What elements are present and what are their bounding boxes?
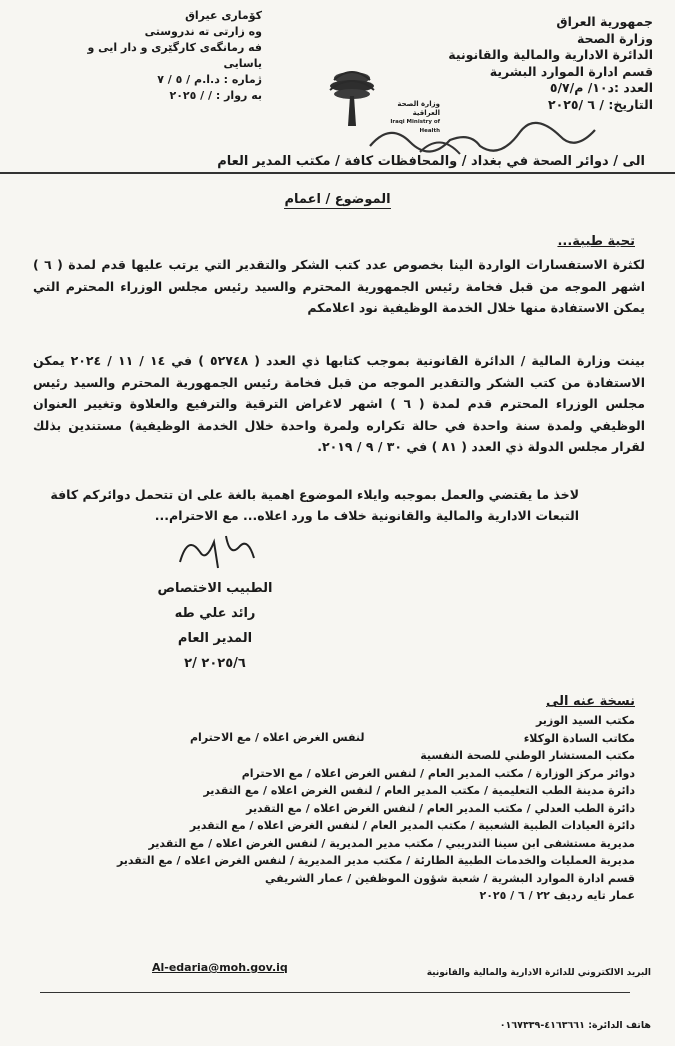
signatory-position: المدير العام <box>177 631 253 646</box>
footer-divider <box>40 992 630 993</box>
subject-line <box>0 192 675 207</box>
document-date-kurdish: به روار : / / ٢٠٢٥ <box>169 89 262 102</box>
footer-email[interactable]: Al-edaria@moh.gov.iq <box>152 961 288 974</box>
header-left <box>72 8 262 104</box>
signature-icon <box>170 528 260 574</box>
signatory-title: الطبيب الاختصاص <box>157 581 273 596</box>
list-item: قسم ادارة الموارد البشرية / شعبة شؤون الموظفين / عمار الشريفي <box>265 871 635 885</box>
list-item: مديرية العمليات والخدمات الطبية الطارئة / مكتب مدير المديرية / لنفس الغرض اعلاه / مع التقدير <box>116 854 635 867</box>
logo-title: وزارة الصحة العراقية <box>397 100 440 117</box>
list-item: دائرة العيادات الطبية الشعبية / مكتب المدير العام / لنفس الغرض اعلاه / مع التقدير <box>189 819 635 832</box>
department-name-kurdish: فه رمانگه‌ی کارگێری و دار ایی و یاسایی <box>87 41 262 70</box>
signatory-name: رائد علي طه <box>174 606 256 621</box>
greeting: تحية طيبة... <box>557 234 635 249</box>
country-name-kurdish: كۆماری عیراق <box>185 9 262 22</box>
section-name: قسم ادارة الموارد البشرية <box>489 63 653 79</box>
addressee: الى / دوائر الصحة في بغداد / والمحافظات كافة / مكتب المدير العام <box>217 154 645 169</box>
ministry-name: وزارة الصحة <box>576 30 653 46</box>
header-divider <box>0 172 675 174</box>
subject-text: الموضوع / اعمام <box>284 192 391 207</box>
body-paragraph-1: لكثرة الاستفسارات الواردة الينا بخصوص عدد كتب الشكر والتقدير التي يرتب عليها قدم لمدة ( ٦ ) اشهر الموجه من قبل فخامة رئيس الجمهورية المحترم والسيد رئيس مجلس الوزراء المحترم التي يمكن الاستفادة منها خلال الخدمة الوظيفية نود اعلامكم <box>33 257 645 315</box>
ministry-name-kurdish: وه زارتی ته ندروستی <box>144 25 262 38</box>
signature-block <box>110 576 320 676</box>
list-item: مكتب السيد الوزير <box>535 714 635 727</box>
logo-subtitle: Iraqi Ministry of Health <box>390 119 440 134</box>
header-right <box>423 14 653 113</box>
copy-to-list <box>35 712 635 905</box>
list-item: مكاتب السادة الوكلاء <box>523 731 635 745</box>
list-item: دوائر مركز الوزارة / مكتب المدير العام / لنفس الغرض اعلاه / مع الاحترام <box>241 766 635 780</box>
closing-paragraph: لاخذ ما يقتضي والعمل بموجبه وايلاء الموضوع اهمية بالغة على ان تتحمل دوائركم كافة التبعات الادارية والمالية والقانونية خلاف ما ورد اعلاه... مع الاحترام... <box>50 487 579 523</box>
signature-date: ٢٠٢٥/٦ /٢ <box>184 656 246 671</box>
footer-phone: هاتف الدائرة: ٤١٦٣٦٦١-٠١٦٧٣٣٩ <box>499 1020 651 1031</box>
country-name: جمهورية العراق <box>556 14 653 29</box>
footer-email-label: البريد الالكتروني للدائرة الادارية والمالية والقانونية <box>426 968 651 978</box>
list-item: مكتب المستشار الوطني للصحة النفسية <box>420 749 635 762</box>
department-name: الدائرة الادارية والمالية والقانونية <box>448 47 653 62</box>
list-item: مديرية مستشفى ابن سينا التدريبي / مكتب مدير المديرية / لنفس الغرض اعلاه / مع التقدير <box>148 836 635 850</box>
reference-number: العدد :د١٠/ م/٥/٧ <box>549 80 653 95</box>
list-item: دائرة مدينة الطب التعليمية / مكتب المدير العام / لنفس الغرض اعلاه / مع التقدير <box>203 784 635 797</box>
list-item: عمار تايه رديف ٢٢ / ٦ / ٢٠٢٥ <box>479 889 635 902</box>
reference-number-kurdish: ژماره : د.ا.م / ٥ / ٧ <box>157 73 262 86</box>
list-item: دائرة الطب العدلي / مكتب المدير العام / لنفس الغرض اعلاه / مع التقدير <box>246 801 635 815</box>
document-date: التاريخ: / ٦ /٢٠٢٥ <box>547 96 653 112</box>
body-paragraph-2: بينت وزارة المالية / الدائرة القانونية بموجب كتابها ذي العدد ( ٥٢٧٤٨ ) في ١٤ / ١١ / ٢٠٢٤ يمكن الاستفادة من كتب الشكر والتقدير الموجه من قبل فخامة رئيس الجمهورية المحترم والسيد رئيس مجلس الوزراء المحترم قدم لمدة ( ٦ ) اشهر لاغراض الترقية والترفيع والعلاوة وتغيير العنوان الوظيفي ولمدة سنة واحدة في حالة تكراره ولمرة واحدة خلال الخدمة الوظيفية) مستندين بذلك لقرار مجلس الدولة ذي العدد ( ٨١ ) في ٣٠ / ٩ / ٢٠١٩. <box>33 353 646 454</box>
copy-to-title: نسخة عنه الى <box>546 694 635 709</box>
copy-to-side-note: لنفس الغرض اعلاه / مع الاحترام <box>190 731 365 744</box>
